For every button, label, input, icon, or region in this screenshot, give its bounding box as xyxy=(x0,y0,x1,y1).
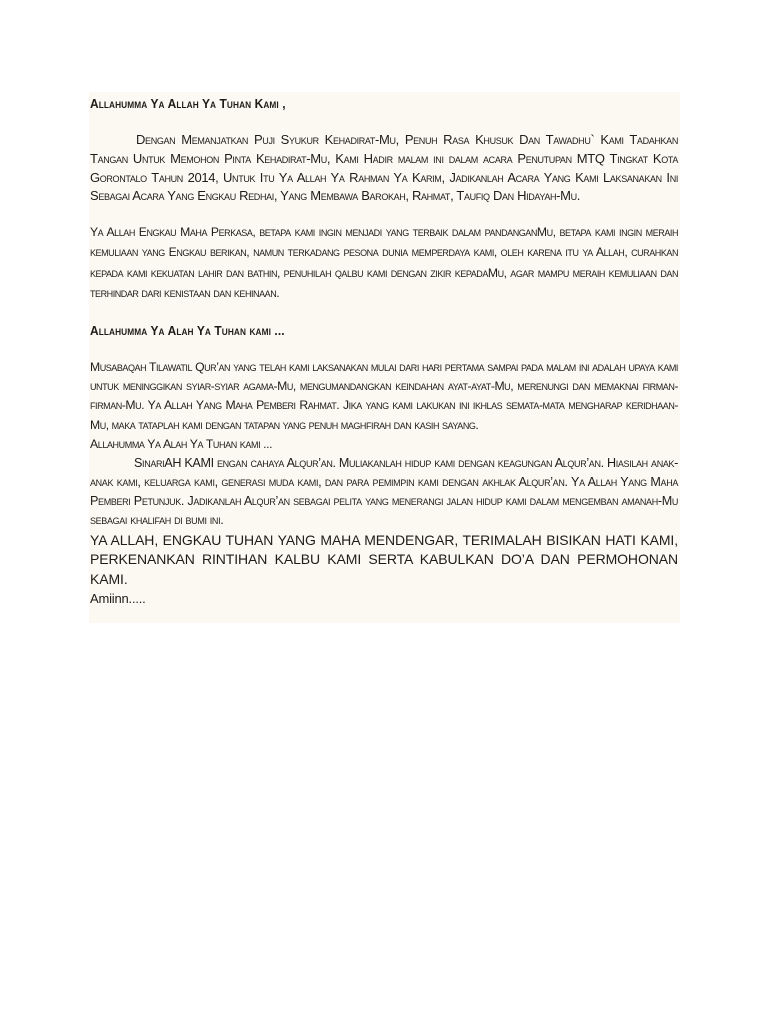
document-content xyxy=(90,94,678,608)
paragraph-sinari: SinariAH KAMI engan cahaya Alqur’an. Muliakanlah hidup kami dengan keagungan Alqur’an. Hiasilah anak-anak kami, keluarga kami, generasi muda kami, dan para pemimpin kami dengan akhlak Alqur’an. Ya Allah Yang Maha Pemberi Petunjuk. Jadikanlah Alqur’an sebagai pelita yang menerangi jalan hidup kami dalam mengemban amanah-Mu sebagai khalifah di bumi ini. xyxy=(90,455,678,528)
line-allahumma-3: Allahumma Ya Alah Ya Tuhan kami ... xyxy=(90,436,273,451)
paragraph-musabaqah: Musabaqah Tilawatil Qur’an yang telah kami laksanakan mulai dari hari pertama sampai pada malam ini adalah upaya kami untuk meninggikan syiar-syiar agama-Mu, mengumandangkan keindahan ayat-ayat-Mu, merenungi dan memaknai firman-firman-Mu. Ya Allah Yang Maha Pemberi Rahmat. Jika yang kami lakukan ini ikhlas semata-mata mengharap keridhaan-Mu, maka tataplah kami dengan tatapan yang penuh maghfirah dan kasih sayang. xyxy=(90,360,678,432)
paragraph-opening: Dengan Memanjatkan Puji Syukur Kehadirat-Mu, Penuh Rasa Khusuk Dan Tawadhu` Kami Tadahkan Tangan Untuk Memohon Pinta Kehadirat-Mu, Kami Hadir malam ini dalam acara Penutupan MTQ Tingkat Kota Gorontalo Tahun 2014, Untuk Itu Ya Allah Ya Rahman Ya Karim, Jadikanlah Acara Yang Kami Laksanakan Ini Sebagai Acara Yang Engkau Redhai, Yang Membawa Barokah, Rahmat, Taufiq Dan Hidayah-Mu. xyxy=(90,132,678,204)
heading-allahumma-1: Allahumma Ya Allah Ya Tuhan Kami , xyxy=(90,96,286,111)
closing-amin: Amiinn..... xyxy=(90,591,146,607)
paragraph-ya-allah-mendengar: YA ALLAH, ENGKAU TUHAN YANG MAHA MENDENGAR, TERIMALAH BISIKAN HATI KAMI, PERKENANKAN RINTIHAN KALBU KAMI SERTA KABULKAN DO’A DAN PERMOHONAN KAMI. xyxy=(90,531,678,587)
heading-allahumma-2: Allahumma Ya Alah Ya Tuhan kami ... xyxy=(90,323,285,338)
paragraph-ya-allah-perkasa: Ya Allah Engkau Maha Perkasa, betapa kami ingin menjadi yang terbaik dalam pandanganMu, betapa kami ingin meraih kemuliaan yang Engkau berikan, namun terkadang pesona dunia memperdaya kami, oleh karena itu ya Allah, curahkan kepada kami kekuatan lahir dan bathin, penuhilah qalbu kami dengan zikir kepadaMu, agar mampu meraih kemuliaan dan terhindar dari kenistaan dan kehinaan. xyxy=(90,225,678,300)
